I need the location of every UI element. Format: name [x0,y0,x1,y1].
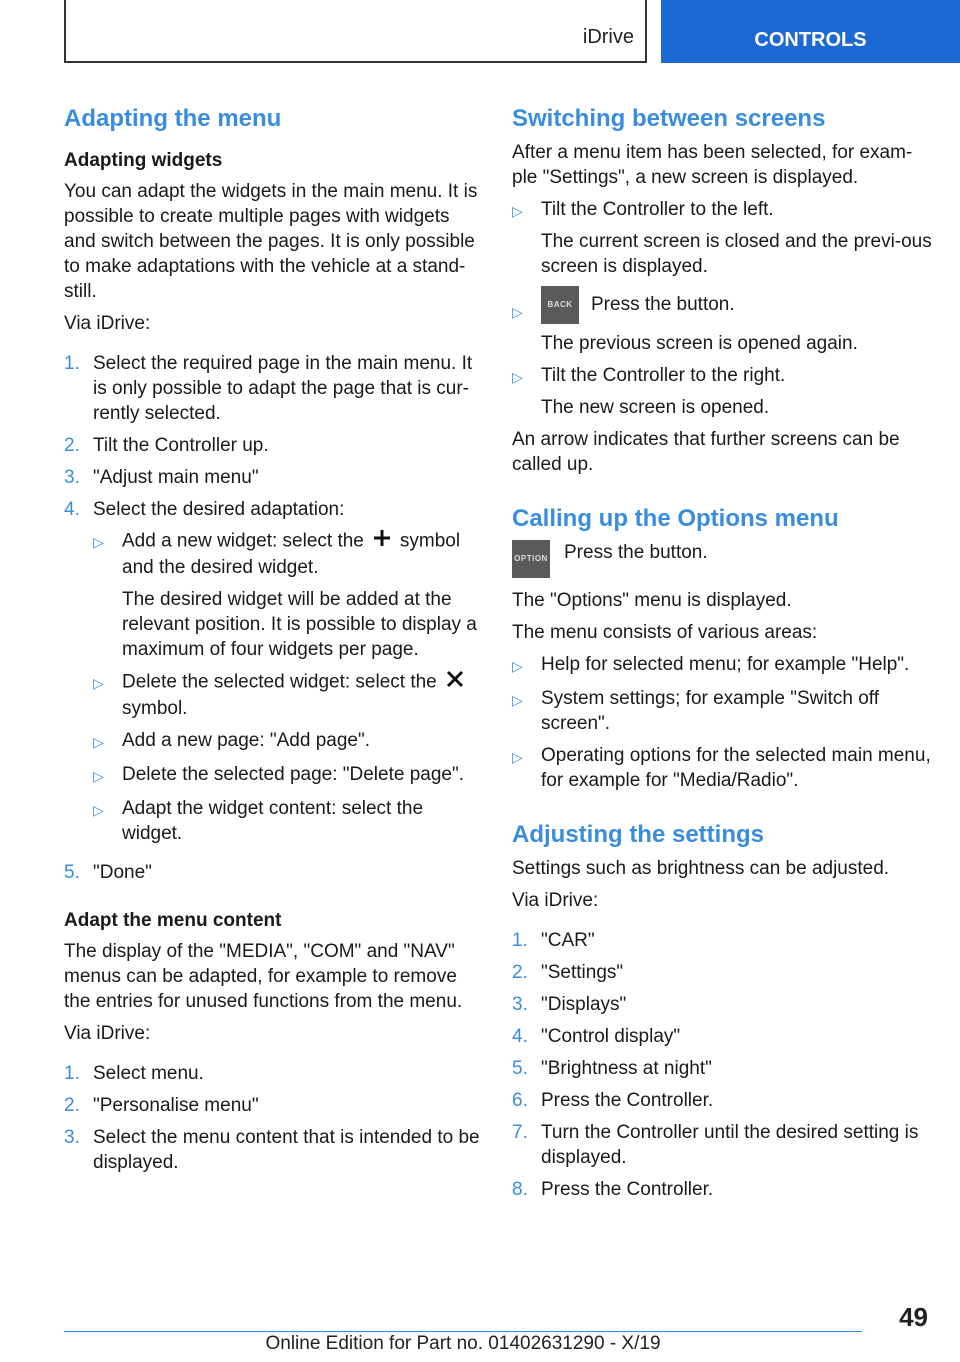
step-text: "Brightness at night" [541,1058,712,1079]
triangle-bullet-icon: ▷ [93,768,104,784]
step-number: 5. [512,1058,528,1079]
list-item [64,1093,482,1118]
footer-divider [64,1331,862,1332]
area-text: System settings; for example "Switch off screen". [541,688,879,734]
list-item [93,669,482,721]
step-text: Select the desired adaptation: [93,499,345,520]
header-section-title: iDrive [582,26,634,48]
triangle-bullet-icon: ▷ [512,304,523,320]
step-number: 2. [512,962,528,983]
step-number: 7. [512,1122,528,1143]
plus-icon [372,528,392,555]
step-text: Press the Controller. [541,1090,714,1111]
step-text: "Personalise menu" [93,1095,259,1116]
list-item [93,762,482,789]
bullet-text: Tilt the Controller to the left. [541,199,774,220]
chapter-label: CONTROLS [754,29,867,51]
option-button-icon: OPTION [512,540,550,578]
list-item [512,743,932,793]
step-number: 5. [64,862,80,883]
list-item [512,1120,932,1170]
right-column [512,100,932,1209]
options-press-row [512,540,932,578]
list-item [512,197,932,279]
step-number: 3. [512,994,528,1015]
step-text: Select the menu content that is intended to be displayed. [93,1127,480,1173]
subheading-adapt-menu-content: Adapt the menu content [64,910,282,931]
list-item [512,686,932,736]
triangle-bullet-icon: ▷ [512,658,523,674]
sub-text: The desired widget will be added at the relevant position. It is possible to display a maximum of four widgets per page. [122,589,477,660]
paragraph-widgets: You can adapt the widgets in the main menu. It is possible to create multiple pages with widgets and switch between the pages. It is only possible to make adaptations with the vehicle at a stand-still. [64,181,478,302]
triangle-bullet-icon: ▷ [93,802,104,818]
triangle-bullet-icon: ▷ [512,203,523,219]
list-item [512,928,932,953]
list-item [64,497,482,853]
list-item [512,652,932,679]
step-text: "CAR" [541,930,595,951]
triangle-bullet-icon: ▷ [93,734,104,750]
sub-text: symbol. [122,698,188,719]
step-text: Select the required page in the main menu. It is only possible to adapt the page that is cur-rently selected. [93,353,473,424]
heading-switching-screens: Switching between screens [512,105,826,132]
list-item [512,960,932,985]
options-press-text: Press the button. [564,542,708,563]
sub-text: Delete the selected widget: select the [122,671,437,693]
step-text: Tilt the Controller up. [93,435,269,456]
triangle-bullet-icon: ▷ [512,692,523,708]
left-column [64,100,482,1182]
list-item [64,860,482,885]
paragraph-content: The display of the "MEDIA", "COM" and "NAV" menus can be adapted, for example to remove the entries for unused functions from the menu. [64,941,463,1012]
step-number: 1. [64,1063,80,1084]
step-number: 1. [64,353,80,374]
bullet-result: The previous screen is opened again. [541,333,858,354]
paragraph-areas: The menu consists of various areas: [512,622,818,643]
step-text: Press the Controller. [541,1179,714,1200]
subheading-adapting-widgets: Adapting widgets [64,150,223,171]
list-item [512,1056,932,1081]
heading-adjusting-settings: Adjusting the settings [512,821,764,848]
back-button-icon: BACK [541,286,579,324]
bullet-text: Tilt the Controller to the right. [541,365,786,386]
list-item [512,286,932,356]
bullet-result: The current screen is closed and the previ-ous screen is displayed. [541,231,932,277]
step-text: "Control display" [541,1026,681,1047]
step-number: 6. [512,1090,528,1111]
close-icon [445,669,465,696]
heading-options-menu: Calling up the Options menu [512,505,839,532]
step-text: "Settings" [541,962,624,983]
step-number: 4. [64,499,80,520]
header-chapter-tab [661,0,960,63]
step-number: 8. [512,1179,528,1200]
footer-edition: Online Edition for Part no. 01402631290 - X/19 [265,1333,661,1354]
list-item [64,1061,482,1086]
via-idrive-2: Via iDrive: [64,1023,151,1044]
step-text: Select menu. [93,1063,204,1084]
paragraph-options-displayed: The "Options" menu is displayed. [512,590,792,611]
list-item [64,433,482,458]
step-text: "Displays" [541,994,627,1015]
list-item [512,1024,932,1049]
step-text: Turn the Controller until the desired setting is displayed. [541,1122,919,1168]
list-item [64,465,482,490]
paragraph-settings: Settings such as brightness can be adjusted. [512,858,890,879]
via-idrive-3: Via iDrive: [512,890,599,911]
header-frame [64,0,647,63]
triangle-bullet-icon: ▷ [512,369,523,385]
step-number: 3. [64,1127,80,1148]
sub-text: Add a new widget: select the [122,530,364,552]
list-item [512,1177,932,1202]
triangle-bullet-icon: ▷ [93,675,104,691]
heading-adapting-menu: Adapting the menu [64,105,282,132]
sub-text: Adapt the widget content: select the widget. [122,798,424,844]
list-item [512,992,932,1017]
step-text: "Adjust main menu" [93,467,259,488]
sub-text: symbol and the desired widget. [122,530,461,578]
list-item [512,363,932,420]
sub-text: Delete the selected page: "Delete page". [122,764,464,785]
bullet-result: The new screen is opened. [541,397,770,418]
step-text: "Done" [93,862,152,883]
page-number: 49 [899,1302,928,1332]
step-number: 3. [64,467,80,488]
step-number: 2. [64,435,80,456]
triangle-bullet-icon: ▷ [512,749,523,765]
step-number: 4. [512,1026,528,1047]
list-item [64,351,482,426]
list-item [512,1088,932,1113]
bullet-text: Press the button. [591,294,735,316]
list-item [93,728,482,755]
list-item [64,1125,482,1175]
via-idrive-1: Via iDrive: [64,313,151,334]
step-number: 1. [512,930,528,951]
area-text: Operating options for the selected main menu, for example for "Media/Radio". [541,745,931,791]
list-item [93,528,482,662]
list-item [93,796,482,846]
sub-list [93,528,482,846]
triangle-bullet-icon: ▷ [93,534,104,550]
paragraph-switch: After a menu item has been selected, for exam-ple "Settings", a new screen is displayed. [512,142,913,188]
step-number: 2. [64,1095,80,1116]
sub-text: Add a new page: "Add page". [122,730,371,751]
paragraph-arrow: An arrow indicates that further screens can be called up. [512,429,900,475]
area-text: Help for selected menu; for example "Help". [541,654,910,675]
